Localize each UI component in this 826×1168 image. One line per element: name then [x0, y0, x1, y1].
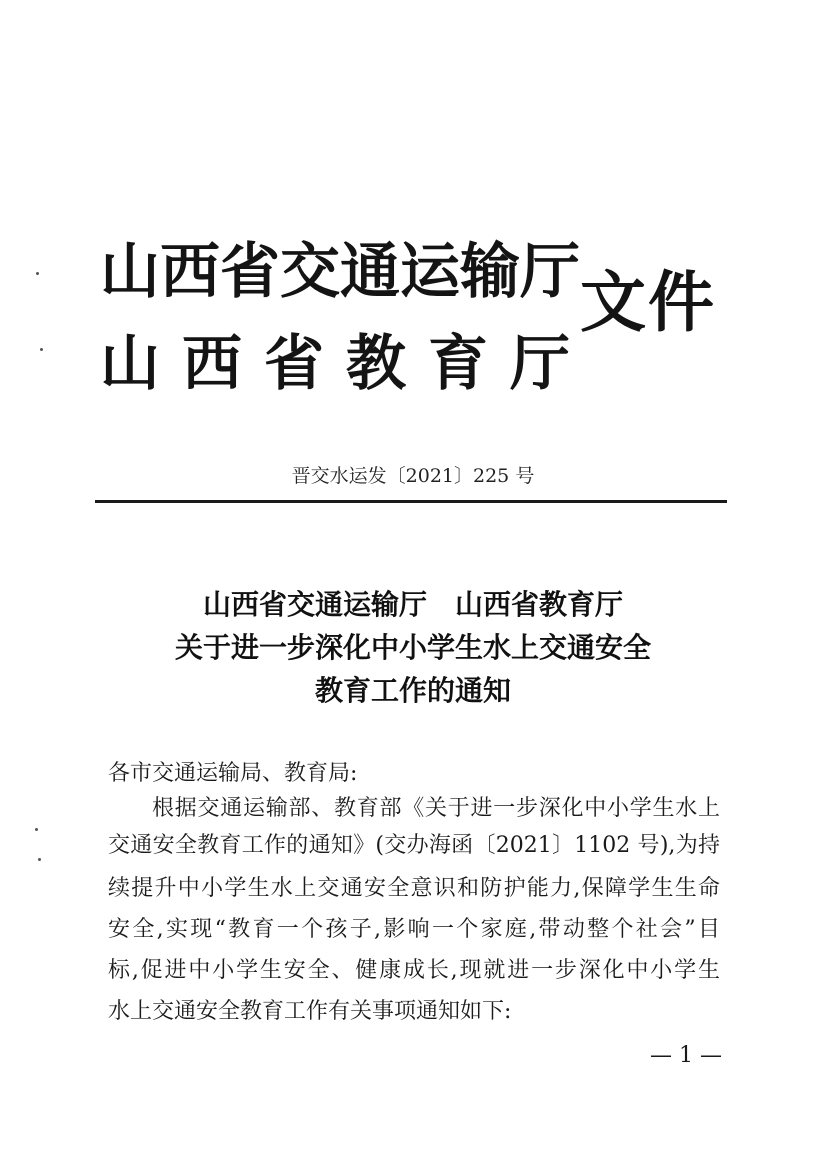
issuer-char: 通	[340, 237, 400, 307]
issuer-char: 教	[346, 329, 406, 399]
issuer-char: 厅	[510, 329, 570, 399]
issuer-char: 省	[220, 237, 280, 307]
issuer-char: 育	[428, 329, 488, 399]
issuer-char: 西	[160, 237, 220, 307]
scan-speck	[35, 828, 38, 831]
issuer-char: 运	[400, 237, 460, 307]
issuer-char: 山	[100, 329, 160, 399]
scan-speck	[36, 272, 39, 275]
scan-speck	[38, 858, 41, 861]
body-line: 根据交通运输部、教育部《关于进一步深化中小学生水上	[152, 796, 720, 821]
body-line: 水上交通安全教育工作有关事项通知如下:	[108, 999, 512, 1024]
issuer-char: 西	[182, 329, 242, 399]
body-line: 交通安全教育工作的通知》(交办海函〔2021〕1102 号),为持	[108, 833, 720, 858]
document-header-word: 文件	[580, 263, 716, 341]
issuer-education-department	[100, 324, 570, 404]
issuer-char: 山	[100, 237, 160, 307]
issuer-char: 交	[280, 237, 340, 307]
salutation: 各市交通运输局、教育局:	[108, 761, 358, 786]
issuer-char: 输	[460, 237, 520, 307]
header-divider	[95, 500, 727, 503]
scan-speck	[40, 348, 43, 351]
title-line-3: 教育工作的通知	[314, 674, 511, 707]
page-number: — 1 —	[650, 1043, 722, 1068]
issuer-transport-department	[100, 232, 580, 312]
body-line: 安全,实现“教育一个孩子,影响一个家庭,带动整个社会”目	[108, 917, 720, 942]
body-line: 续提升中小学生水上交通安全意识和防护能力,保障学生生命	[108, 876, 720, 901]
title-line-1: 山西省交通运输厅 山西省教育厅	[202, 588, 623, 621]
issuer-char: 省	[264, 329, 324, 399]
body-line: 标,促进中小学生安全、健康成长,现就进一步深化中小学生	[108, 958, 720, 983]
document-number: 晋交水运发〔2021〕225 号	[291, 465, 535, 487]
title-line-2: 关于进一步深化中小学生水上交通安全	[174, 631, 651, 664]
issuer-char: 厅	[520, 237, 580, 307]
